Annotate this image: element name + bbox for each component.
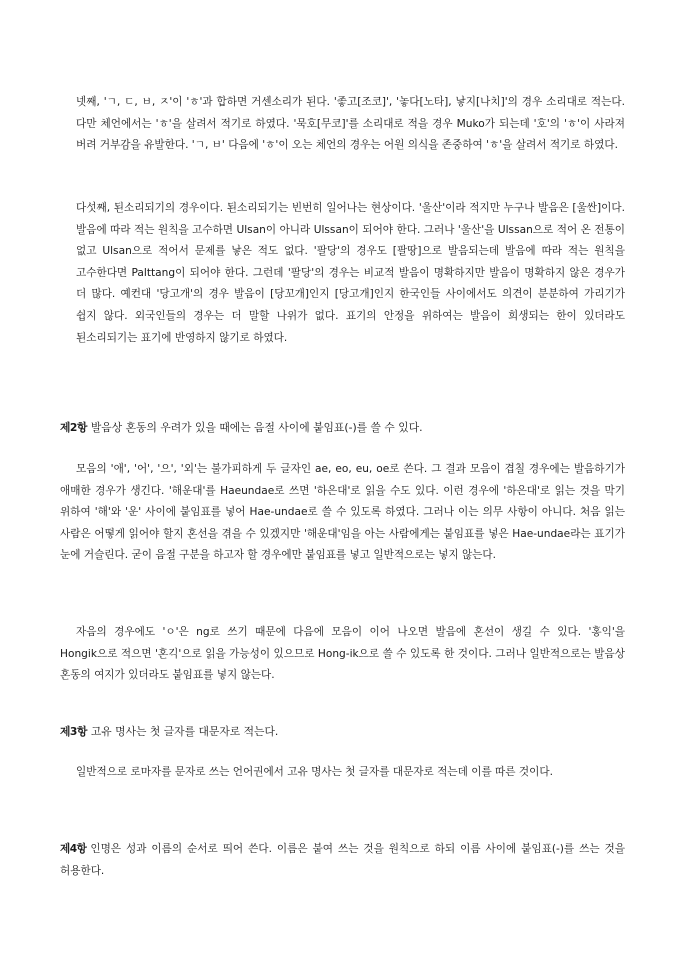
paragraph-text: 자음의 경우에도 'ㅇ'은 ng로 쓰기 때문에 다음에 모음이 이어 나오면 발음에 혼선이 생길 수 있다. '홍익'을 Hongik으로 적으면 '혼긱'으로 읽을 가능성이 있으므로 Hong-ik으로 쓸 수 있도록 한 것이다. 그러나 일반적으로는 발음상 혼동의 여지가 있더라도 붙임표를 넣지 않는다. <box>60 626 625 682</box>
article-3-heading <box>60 721 630 743</box>
paragraph-text: 다섯째, 된소리되기의 경우이다. 된소리되기는 빈번히 일어나는 현상이다. '울산'이라 적지만 누구나 발음은 [울싼]이다. 발음에 따라 적는 원칙을 고수하면 Ulsan이 아니라 Ulssan이 되어야 한다. 그러나 '울산'을 Ulssan으로 적어 온 전통이 없고 Ulsan으로 적어서 문제를 낳은 적도 없다. '팔당'의 경우도 [팔땅]으로 발음되는데 발음에 따라 적는 원칙을 고수한다면 Palttang이 되어야 한다. 그런데 '팔당'의 경우는 비교적 발음이 명확하지만 발음이 명확하지 않은 경우가 더 많다. 예컨대 '당고개'의 경우 발음이 [당꼬개]인지 [당고개]인지 한국인들 사이에서도 의견이 분분하여 가리기가 쉽지 않다. 외국인들의 경우는 더 말할 나위가 없다. 표기의 안정을 위하여는 발음이 희생되는 한이 있더라도 된소리되기는 표기에 반영하지 않기로 하였다. <box>76 202 625 344</box>
article-4-heading <box>0 839 680 882</box>
paragraph-consonants <box>0 622 680 687</box>
article-2-heading <box>60 417 630 439</box>
article-number: 제3항 <box>60 725 87 738</box>
paragraph-text: 모음의 '애', '어', '으', '외'는 불가피하게 두 글자인 ae, eo, eu, oe로 쓴다. 그 결과 모음이 겹칠 경우에는 발음하기가 애매한 경우가 생긴다. '해운대'를 Haeundae로 쓰면 '하은대'로 읽을 수도 있다. 이런 경우에 '하은대'로 읽는 것을 막기 위하여 '해'와 '운' 사이에 붙임표를 넣어 Hae-undae로 쓸 수 있도록 하였다. 그러나 이는 의무 사항이 아니다. 처음 읽는 사람은 어떻게 읽어야 할지 혼선을 겪을 수 있겠지만 '해운대'임을 아는 사람에게는 붙임표를 넣은 Hae-undae라는 표기가 눈에 거슬린다. 굳이 음절 구분을 하고자 할 경우에만 붙임표를 넣고 일반적으로는 넣지 않는다. <box>60 463 625 562</box>
article-text: 인명은 성과 이름의 순서로 띄어 쓴다. 이름은 붙여 쓰는 것을 원칙으로 하되 이름 사이에 붙임표(-)를 쓰는 것을 허용한다. <box>60 843 625 877</box>
paragraph-vowels <box>0 459 680 567</box>
paragraph-aspiration <box>0 92 680 157</box>
article-number: 제2항 <box>60 421 87 434</box>
article-4-paragraph <box>0 839 680 882</box>
article-text: 고유 명사는 첫 글자를 대문자로 적는다. <box>90 725 279 738</box>
paragraph-capitals <box>0 762 680 784</box>
article-number: 제4항 <box>60 843 87 855</box>
article-text: 발음상 혼동의 우려가 있을 때에는 음절 사이에 붙임표(-)를 쓸 수 있다. <box>90 421 423 434</box>
paragraph-text: 일반적으로 로마자를 문자로 쓰는 언어권에서 고유 명사는 첫 글자를 대문자로 적는데 이를 따른 것이다. <box>76 766 553 778</box>
paragraph-tensification <box>0 198 680 349</box>
paragraph-text: 넷째, 'ㄱ, ㄷ, ㅂ, ㅈ'이 'ㅎ'과 합하면 거센소리가 된다. '좋고[조코]', '놓다[노타], 낳지[나치]'의 경우 소리대로 적는다. 다만 체언에서는 'ㅎ'을 살려서 적기로 하였다. '묵호[무코]'를 소리대로 적을 경우 Muko가 되는데 '호'의 'ㅎ'이 사라져 버려 거부감을 유발한다. 'ㄱ, ㅂ' 다음에 'ㅎ'이 오는 체언의 경우는 어원 의식을 존중하여 'ㅎ'을 살려서 적기로 하였다. <box>76 96 625 152</box>
